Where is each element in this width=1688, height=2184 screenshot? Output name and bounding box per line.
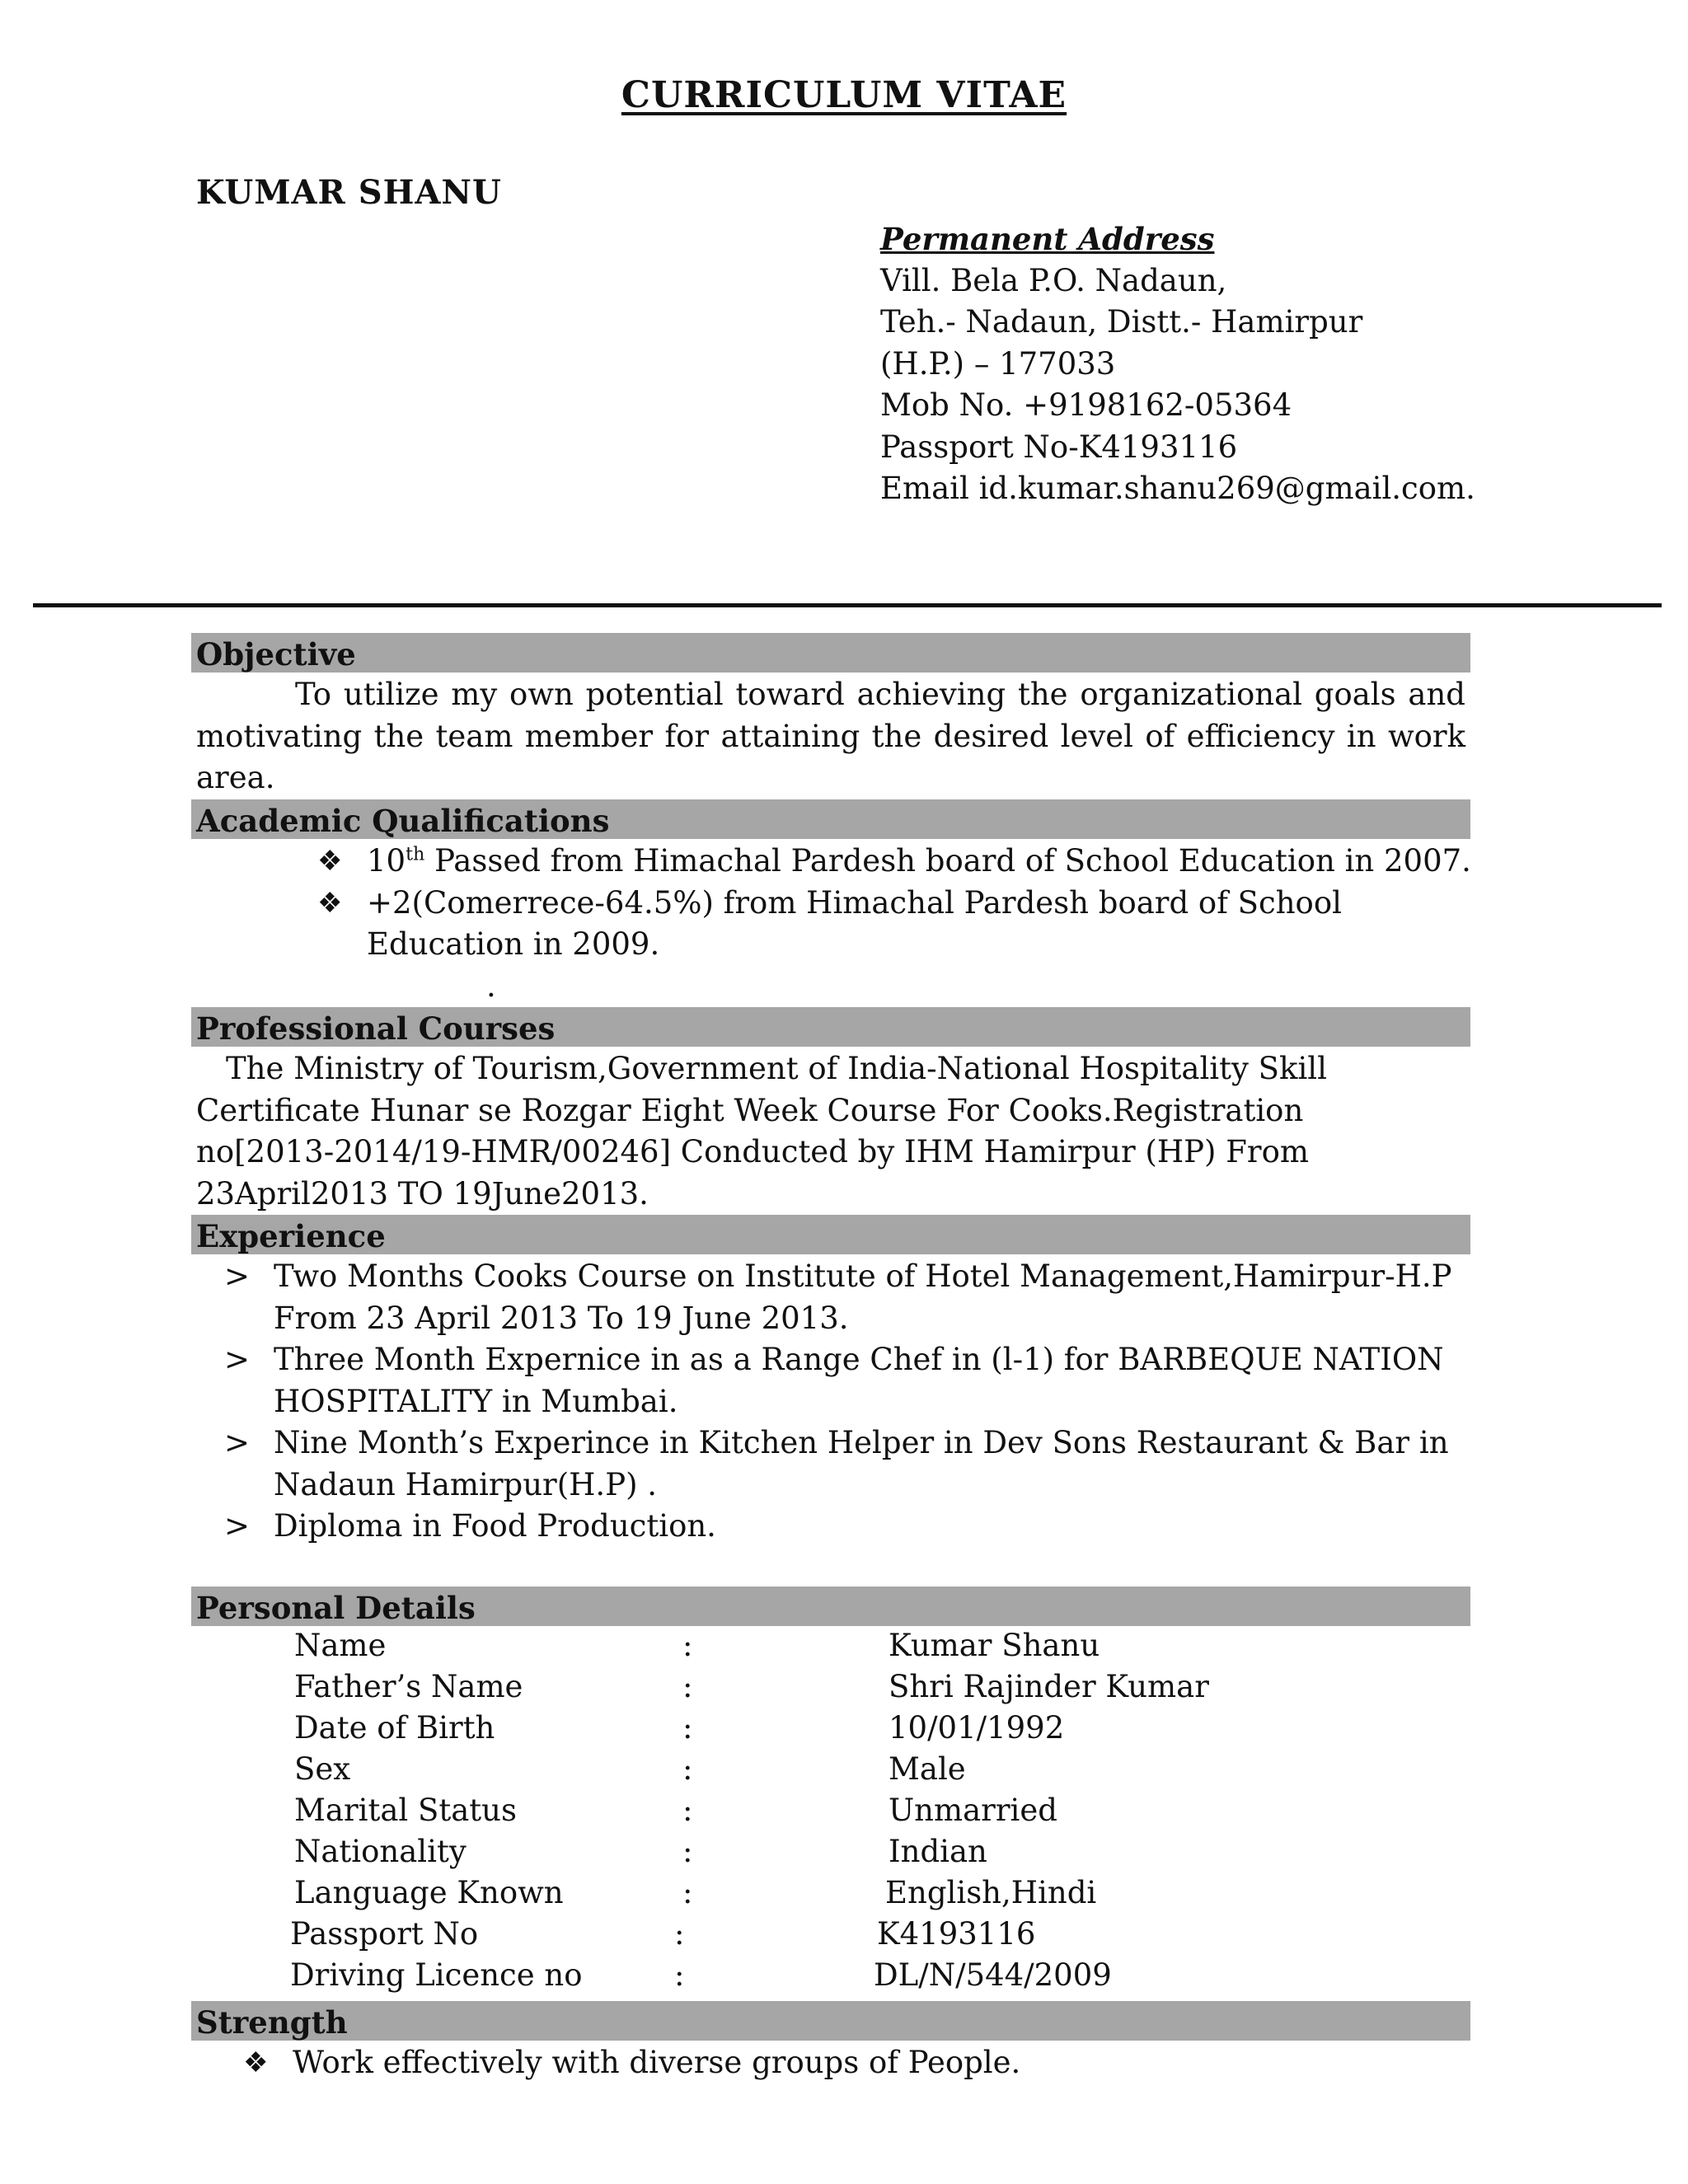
- detail-label: Date of Birth: [294, 1710, 495, 1746]
- strength-list: [243, 2042, 1397, 2084]
- detail-separator: :: [682, 1834, 693, 1869]
- detail-value: Male: [889, 1751, 966, 1787]
- list-item: ❖ +2(Comerrece-64.5%) from Himachal Pardesh board of School Education in 2009.: [367, 883, 1471, 966]
- detail-label: Father’s Name: [294, 1669, 523, 1704]
- detail-value: K4193116: [877, 1916, 1036, 1952]
- address-line: Teh.- Nadaun, Distt.- Hamirpur: [880, 304, 1363, 340]
- detail-value: Shri Rajinder Kumar: [889, 1669, 1209, 1704]
- email-line: Email id.kumar.shanu269@gmail.com.: [880, 471, 1475, 506]
- detail-label: Marital Status: [294, 1793, 517, 1828]
- detail-separator: :: [682, 1751, 693, 1787]
- section-heading-strength: Strength: [191, 2001, 1470, 2041]
- detail-separator: :: [682, 1793, 693, 1828]
- section-heading-academic: Academic Qualifications: [191, 799, 1470, 839]
- detail-value: Indian: [889, 1834, 987, 1869]
- list-item: > Two Months Cooks Course on Institute of Hotel Management,Hamirpur-H.P From 23 April 2013 To 19 June 2013.: [274, 1256, 1469, 1339]
- detail-separator: :: [674, 1957, 685, 1993]
- detail-label: Nationality: [294, 1834, 467, 1869]
- detail-label: Language Known: [294, 1875, 564, 1910]
- objective-text: To utilize my own potential toward achieving the organizational goals and motivating the team member for attaining the desired level of efficiency in work area.: [196, 677, 1465, 795]
- section-heading-experience: Experience: [191, 1215, 1470, 1254]
- list-item: > Diploma in Food Production.: [274, 1506, 1469, 1548]
- permanent-address: [880, 218, 1475, 510]
- list-item: ❖ Work effectively with diverse groups of People.: [293, 2042, 1397, 2084]
- detail-value: 10/01/1992: [889, 1710, 1065, 1746]
- header-divider: [33, 603, 1662, 607]
- section-heading-objective: Objective: [191, 633, 1470, 673]
- arrow-bullet-icon: >: [224, 1342, 251, 1377]
- detail-value: English,Hindi: [885, 1875, 1097, 1910]
- courses-text: The Ministry of Tourism,Government of India-National Hospitality Skill Certificate Hunar se Rozgar Eight Week Course For Cooks.Registration no[2013-2014/19-HMR/00246] Conducted by IHM Hamirpur (HP) From 23April2013 TO 19June2013.: [196, 1051, 1327, 1212]
- academic-list: [317, 841, 1471, 966]
- diamond-bullet-icon: ❖: [317, 886, 343, 920]
- detail-value: DL/N/544/2009: [874, 1957, 1112, 1993]
- passport-line: Passport No-K4193116: [880, 429, 1238, 465]
- arrow-bullet-icon: >: [224, 1508, 251, 1544]
- address-heading: Permanent Address: [880, 221, 1215, 257]
- address-line: (H.P.) – 177033: [880, 345, 1116, 382]
- arrow-bullet-icon: >: [224, 1258, 251, 1294]
- section-heading-personal: Personal Details: [191, 1586, 1470, 1626]
- list-item: ❖ 10th Passed from Himachal Pardesh board of School Education in 2007.: [367, 841, 1471, 883]
- diamond-bullet-icon: ❖: [317, 845, 343, 878]
- detail-separator: :: [682, 1669, 693, 1704]
- detail-label: Name: [294, 1628, 387, 1663]
- arrow-bullet-icon: >: [224, 1425, 251, 1460]
- detail-value: Unmarried: [889, 1793, 1057, 1828]
- detail-label: Passport No: [290, 1916, 479, 1952]
- detail-label: Driving Licence no: [290, 1957, 583, 1993]
- list-item: > Three Month Expernice in as a Range Chef in (l-1) for BARBEQUE NATION HOSPITALITY in Mumbai.: [274, 1339, 1469, 1422]
- list-item: > Nine Month’s Experince in Kitchen Helper in Dev Sons Restaurant & Bar in Nadaun Hamirpur(H.P) .: [274, 1422, 1469, 1506]
- trailing-dot: .: [486, 968, 496, 1004]
- detail-separator: :: [682, 1875, 693, 1910]
- mobile-number: Mob No. +9198162-05364: [880, 387, 1292, 423]
- diamond-bullet-icon: ❖: [243, 2046, 269, 2079]
- detail-separator: :: [674, 1916, 685, 1952]
- detail-separator: :: [682, 1710, 693, 1746]
- experience-list: [224, 1256, 1469, 1548]
- candidate-name: KUMAR SHANU: [196, 173, 502, 212]
- detail-separator: :: [682, 1628, 693, 1663]
- detail-label: Sex: [294, 1751, 351, 1787]
- document-title: CURRICULUM VITAE: [621, 74, 1067, 116]
- section-heading-courses: Professional Courses: [191, 1007, 1470, 1047]
- address-line: Vill. Bela P.O. Nadaun,: [880, 262, 1227, 298]
- detail-value: Kumar Shanu: [889, 1628, 1100, 1663]
